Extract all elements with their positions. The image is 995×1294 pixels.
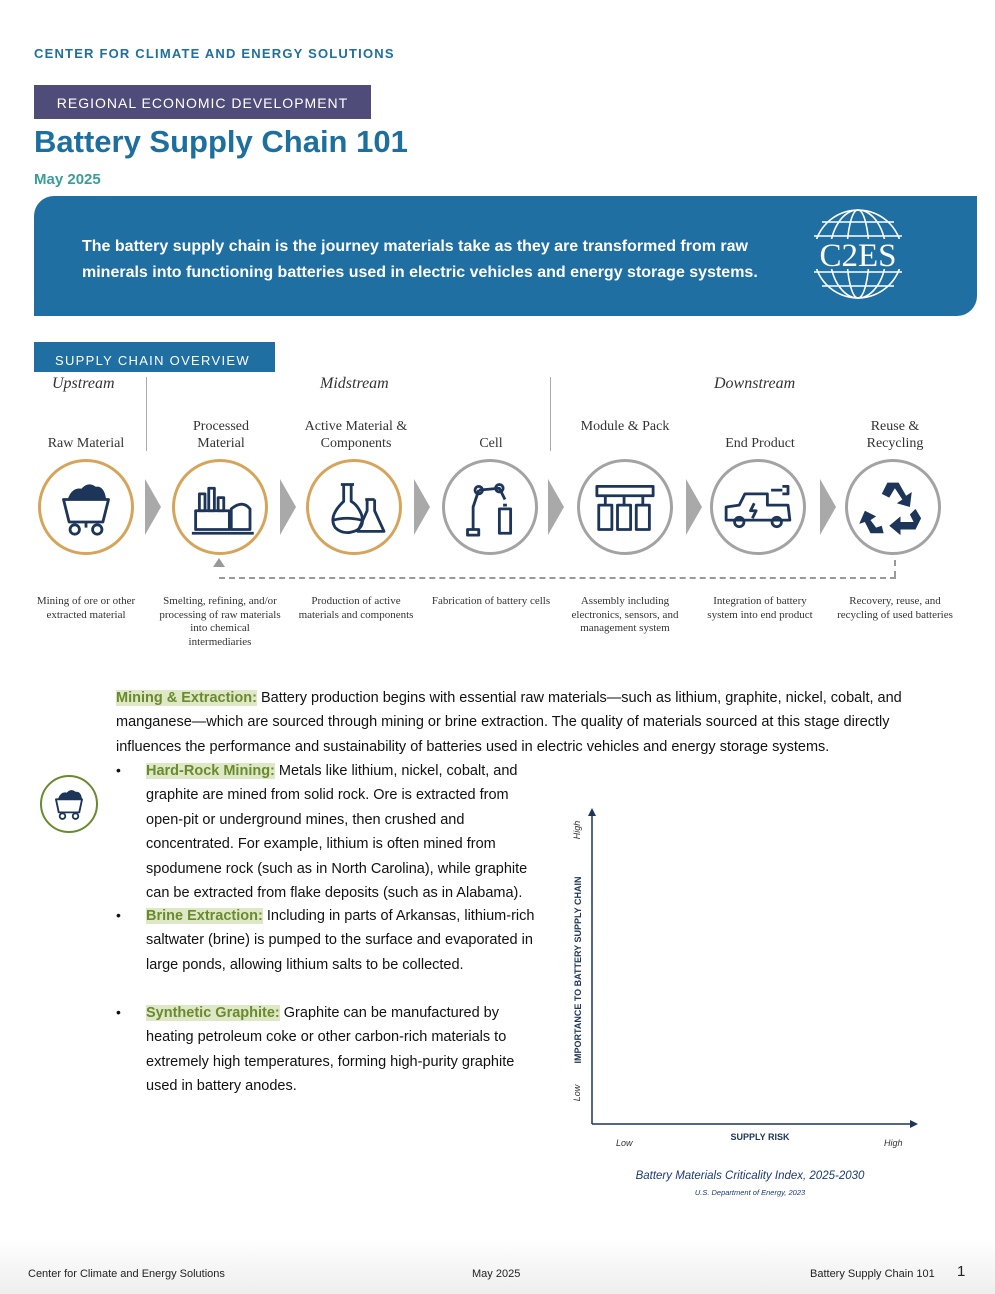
step-description: Smelting, refining, and/or processing of raw materials into chemical intermediaries: [159, 595, 281, 648]
recycle-icon: [845, 459, 941, 555]
bullet-paragraph: [146, 759, 548, 905]
paragraph-text: Graphite can be manufactured by heating petroleum coke or other carbon-rich materials to extremely high temperatures, forming high-purity graphite used in battery anodes.: [146, 1005, 515, 1095]
flow-arrow: [548, 479, 564, 535]
step-description: Recovery, reuse, and recycling of used batteries: [837, 595, 953, 621]
flow-arrow: [280, 479, 296, 535]
chart-title: Battery Materials Criticality Index, 2025-2030: [635, 1170, 865, 1182]
electric-truck-icon: [710, 459, 806, 555]
highlight-label: Synthetic Graphite:: [146, 1005, 280, 1021]
stage-upstream: Upstream: [52, 375, 115, 392]
flow-arrow: [414, 479, 430, 535]
step-description: Mining of ore or other extracted material: [36, 595, 136, 621]
page-title: Battery Supply Chain 101: [34, 124, 408, 159]
stage-downstream: Downstream: [714, 375, 796, 392]
criticality-chart: [560, 790, 980, 1210]
recycle-loop-line: [894, 560, 896, 577]
flask-icon: [306, 459, 402, 555]
chart-subtitle: U.S. Department of Energy, 2023: [694, 1188, 806, 1197]
mine-cart-icon: [40, 775, 98, 833]
bullet-dot: •: [116, 762, 121, 778]
bullet-paragraph: [146, 904, 548, 977]
logo-text: C2ES: [819, 238, 897, 274]
x-high-label: High: [884, 1138, 903, 1148]
step-description: Production of active materials and components: [298, 595, 414, 621]
step-title: Active Material & Components: [304, 419, 408, 451]
page-number: 1: [957, 1263, 966, 1280]
highlight-label: Hard-Rock Mining:: [146, 763, 275, 779]
highlight-label: Mining & Extraction:: [116, 690, 257, 706]
footer-title: Battery Supply Chain 101: [810, 1268, 935, 1280]
factory-icon: [172, 459, 268, 555]
y-axis-label: IMPORTANCE TO BATTERY SUPPLY CHAIN: [573, 876, 583, 1064]
recycle-loop-line: [219, 577, 896, 579]
intro-paragraph: [116, 686, 946, 759]
step-description: Integration of battery system into end product: [707, 595, 813, 621]
footer-date: May 2025: [472, 1268, 521, 1280]
recycle-loop-arrow: [213, 558, 225, 567]
highlight-label: Brine Extraction:: [146, 908, 263, 924]
bullet-dot: •: [116, 907, 121, 923]
battery-pack-icon: [577, 459, 673, 555]
paragraph-text: Battery production begins with essential raw materials—such as lithium, graphite, nickel, cobalt, and manganese—which are sourced through mining or brine extraction. The quality of materials sourced at this stage directly influences the performance and sustainability of batteries used in electric vehicles and energy storage systems.: [116, 690, 902, 755]
paragraph-text: Including in parts of Arkansas, lithium-rich saltwater (brine) is pumped to the surface and evaporated in large ponds, allowing lithium salts to be collected.: [146, 908, 535, 973]
x-axis-label: SUPPLY RISK: [730, 1132, 790, 1142]
paragraph-text: Metals like lithium, nickel, cobalt, and graphite are mined from solid rock. Ore is extracted from open-pit or underground mines, then crushed and concentrated. For example, lithium is often mined from spodumene rock (such as in North Carolina), while graphite can be extracted from flake deposits (such as in Alabama).: [146, 763, 528, 902]
robot-arm-icon: [442, 459, 538, 555]
step-title: End Product: [725, 436, 795, 451]
footer-org: Center for Climate and Energy Solutions: [28, 1268, 225, 1280]
step-description: Fabrication of battery cells: [431, 595, 551, 607]
footer-bar: [0, 1238, 995, 1294]
step-description: Assembly including electronics, sensors, and management system: [571, 595, 679, 634]
mine-cart-icon: [38, 459, 134, 555]
step-title: Raw Material: [47, 436, 125, 451]
y-high-label: High: [572, 820, 582, 840]
y-low-label: Low: [572, 1084, 582, 1102]
section-tag: REGIONAL ECONOMIC DEVELOPMENT: [34, 85, 371, 119]
stage-midstream: Midstream: [320, 375, 389, 392]
bullet-dot: •: [116, 1004, 121, 1020]
step-title: Cell: [479, 436, 503, 451]
flow-arrow: [145, 479, 161, 535]
x-low-label: Low: [616, 1138, 633, 1148]
org-name: CENTER FOR CLIMATE AND ENERGY SOLUTIONS: [34, 46, 395, 61]
step-title: Reuse & Recycling: [866, 419, 924, 451]
overview-tag: SUPPLY CHAIN OVERVIEW: [34, 342, 275, 372]
c2es-logo: [808, 208, 908, 300]
banner-text: The battery supply chain is the journey materials take as they are transformed from raw minerals into functioning batteries used in electric vehicles and energy storage systems.: [82, 238, 758, 281]
step-title: Processed Material: [193, 419, 249, 451]
bullet-paragraph: [146, 1001, 548, 1099]
step-title: Module & Pack: [580, 419, 670, 434]
flow-arrow: [820, 479, 836, 535]
document-date: May 2025: [34, 171, 101, 188]
flow-arrow: [686, 479, 702, 535]
